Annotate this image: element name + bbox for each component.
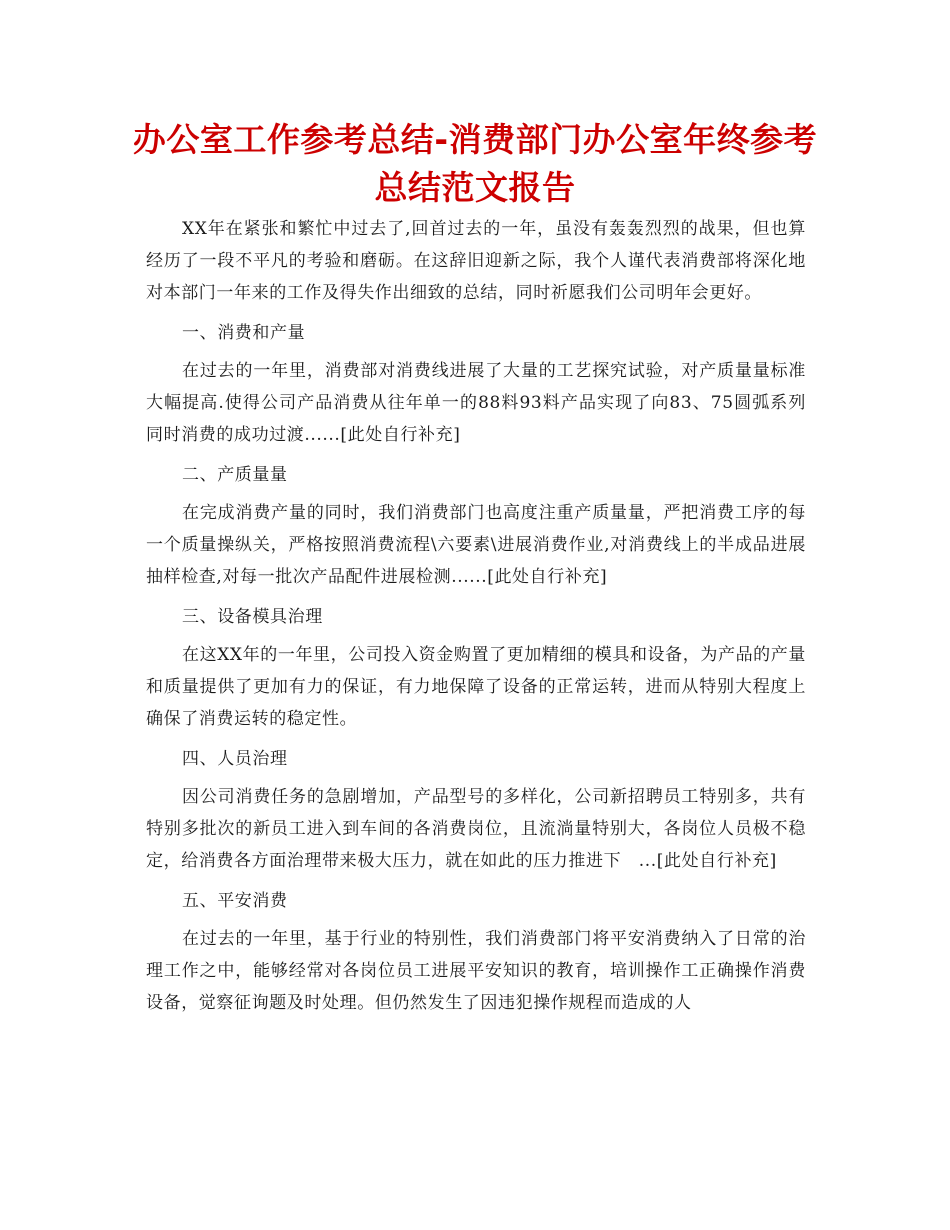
document-body — [146, 213, 806, 1025]
section-paragraph-1: 在过去的一年里，消费部对消费线进展了大量的工艺探究试验，对产质量量标准大幅提高.使得公司产品消费从往年单一的88料93料产品实现了向83、75圆弧系列同时消费的成功过渡......[此处自行补充] — [146, 361, 806, 445]
section-heading-3: 三、设备模具治理 — [182, 607, 323, 627]
section-heading-4: 四、人员治理 — [182, 749, 288, 769]
section-paragraph-3: 在这XX年的一年里，公司投入资金购置了更加精细的模具和设备，为产品的产量和质量提供了更加有力的保证，有力地保障了设备的正常运转，进而从特别大程度上确保了消费运转的稳定性。 — [146, 645, 806, 729]
section-paragraph-4: 因公司消费任务的急剧增加，产品型号的多样化，公司新招聘员工特别多，共有特别多批次的新员工进入到车间的各消费岗位，且流淌量特别大，各岗位人员极不稳定，给消费各方面治理带来极大压力，就在如此的压力推进下 ...[此处自行补充] — [146, 787, 806, 871]
document-title: 办公室工作参考总结-消费部门办公室年终参考总结范文报告 — [132, 120, 818, 207]
section-paragraph-5: 在过去的一年里，基于行业的特别性，我们消费部门将平安消费纳入了日常的治理工作之中，能够经常对各岗位员工进展平安知识的教育，培训操作工正确操作消费设备，觉察征询题及时处理。但仍然发生了因违犯操作规程而造成的人 — [146, 929, 806, 1013]
section-heading-1: 一、消费和产量 — [182, 323, 306, 343]
section-heading-2: 二、产质量量 — [182, 465, 288, 485]
intro-paragraph: XX年在紧张和繁忙中过去了,回首过去的一年，虽没有轰轰烈烈的战果，但也算经历了一段不平凡的考验和磨砺。在这辞旧迎新之际，我个人谨代表消费部将深化地对本部门一年来的工作及得失作出细致的总结，同时祈愿我们公司明年会更好。 — [146, 219, 806, 303]
section-paragraph-2: 在完成消费产量的同时，我们消费部门也高度注重产质量量，严把消费工序的每一个质量操纵关，严格按照消费流程\六要素\进展消费作业,对消费线上的半成品进展抽样检查,对每一批次产品配件进展检测......[此处自行补充] — [146, 503, 806, 587]
section-heading-5: 五、平安消费 — [182, 891, 288, 911]
